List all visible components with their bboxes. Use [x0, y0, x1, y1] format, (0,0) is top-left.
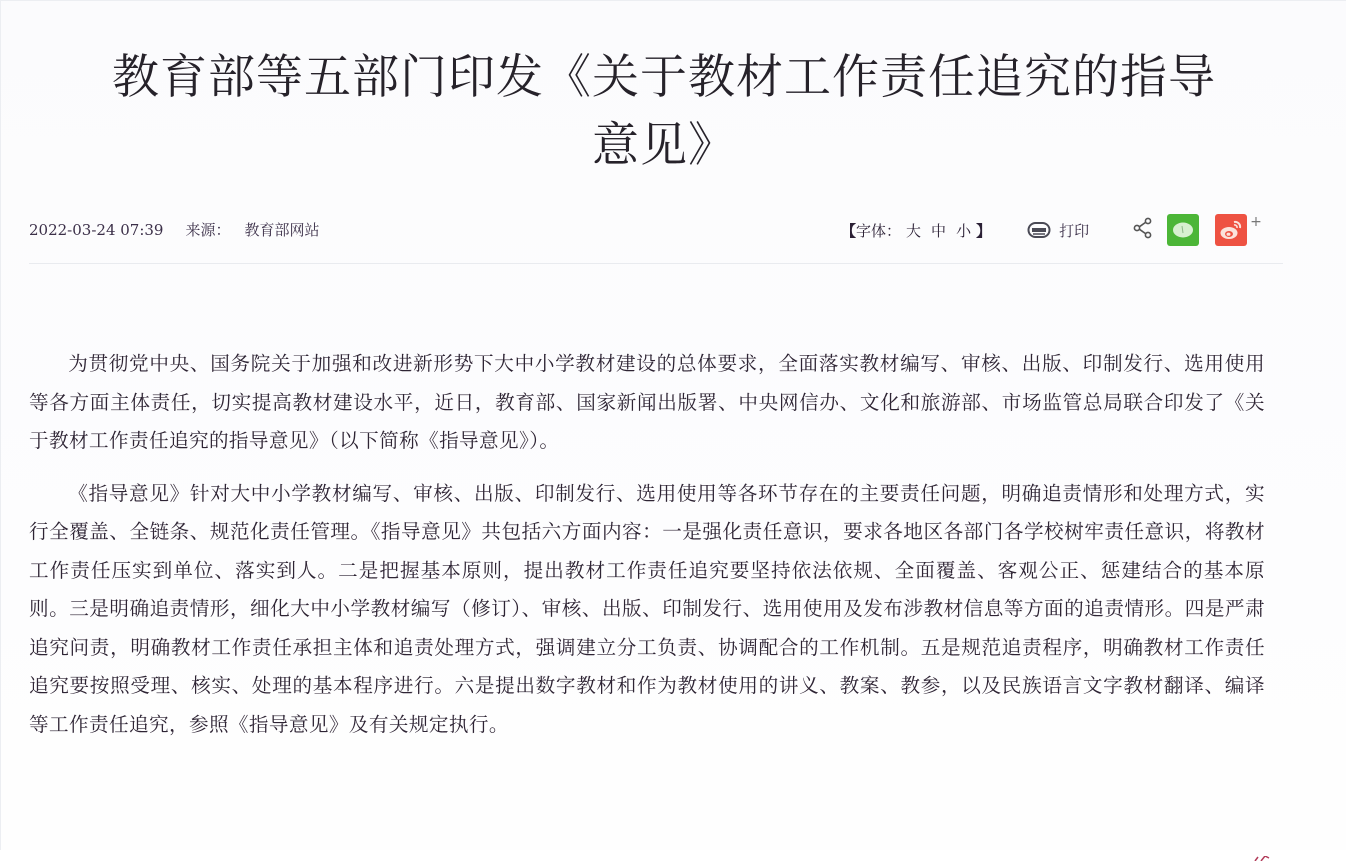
- font-size-label: 字体：: [856, 221, 902, 240]
- article-meta-info: [29, 219, 320, 240]
- font-size-close-bracket: 】: [976, 221, 992, 240]
- font-size-medium-button[interactable]: 中: [931, 221, 947, 240]
- watermark-icon: [1247, 856, 1277, 861]
- publish-date: 2022-03-24 07:39: [29, 220, 164, 239]
- article-paragraph-2: 《指导意见》针对大中小学教材编写、审核、出版、印制发行、选用使用等各环节存在的主要责任问题，明确追责情形和处理方式，实行全覆盖、全链条、规范化责任管理。《指导意见》共包括六方面内容：一是强化责任意识，要求各地区各部门各学校树牢责任意识，将教材工作责任压实到单位、落实到人。二是把握基本原则，提出教材工作责任追究要坚持依法依规、全面覆盖、客观公正、惩建结合的基本原则。三是明确追责情形，细化大中小学教材编写（修订）、审核、出版、印制发行、选用使用及发布涉教材信息等方面的追责情形。四是严肃追究问责，明确教材工作责任承担主体和追责处理方式，强调建立分工负责、协调配合的工作机制。五是规范追责程序，明确教材工作责任追究要按照受理、核实、处理的基本程序进行。六是提出数字教材和作为教材使用的讲义、教案、教参，以及民族语言文字教材翻译、编译等工作责任追究，参照《指导意见》及有关规定执行。: [29, 481, 1265, 736]
- font-size-small-button[interactable]: 小: [956, 221, 972, 240]
- article-title-line-1: 教育部等五部门印发《关于教材工作责任追究的指导: [112, 50, 1216, 106]
- article-title-line-2: 意见》: [592, 118, 736, 174]
- font-size-control: [841, 220, 991, 241]
- print-button[interactable]: [1027, 220, 1089, 241]
- share-weibo-button[interactable]: [1215, 214, 1247, 246]
- print-label: 打印: [1059, 221, 1090, 240]
- wechat-icon: [1171, 220, 1195, 240]
- share-button[interactable]: [1133, 217, 1153, 243]
- font-size-large-button[interactable]: 大: [906, 221, 922, 240]
- share-icon: [1133, 217, 1153, 239]
- printer-icon: [1027, 220, 1051, 240]
- share-wechat-button[interactable]: [1167, 214, 1199, 246]
- meta-divider: [29, 263, 1283, 264]
- weibo-icon: [1219, 219, 1243, 241]
- article-body: [29, 345, 1265, 758]
- corner-watermark-fragment: [1247, 846, 1277, 851]
- article-title: [1, 44, 1311, 180]
- article-meta-bar: [29, 215, 1283, 245]
- source-value: 教育部网站: [244, 221, 320, 239]
- share-more-button[interactable]: +: [1250, 214, 1262, 230]
- source-label: 来源：: [185, 221, 231, 239]
- article-paragraph-1: 为贯彻党中央、国务院关于加强和改进新形势下大中小学教材建设的总体要求，全面落实教材编写、审核、出版、印制发行、选用使用等各方面主体责任，切实提高教材建设水平，近日，教育部、国家新闻出版署、中央网信办、文化和旅游部、市场监管总局联合印发了《关于教材工作责任追究的指导意见》（以下简称《指导意见》）。: [29, 352, 1265, 452]
- article-toolbar: [841, 215, 1262, 245]
- font-size-open-bracket: 【: [841, 221, 857, 240]
